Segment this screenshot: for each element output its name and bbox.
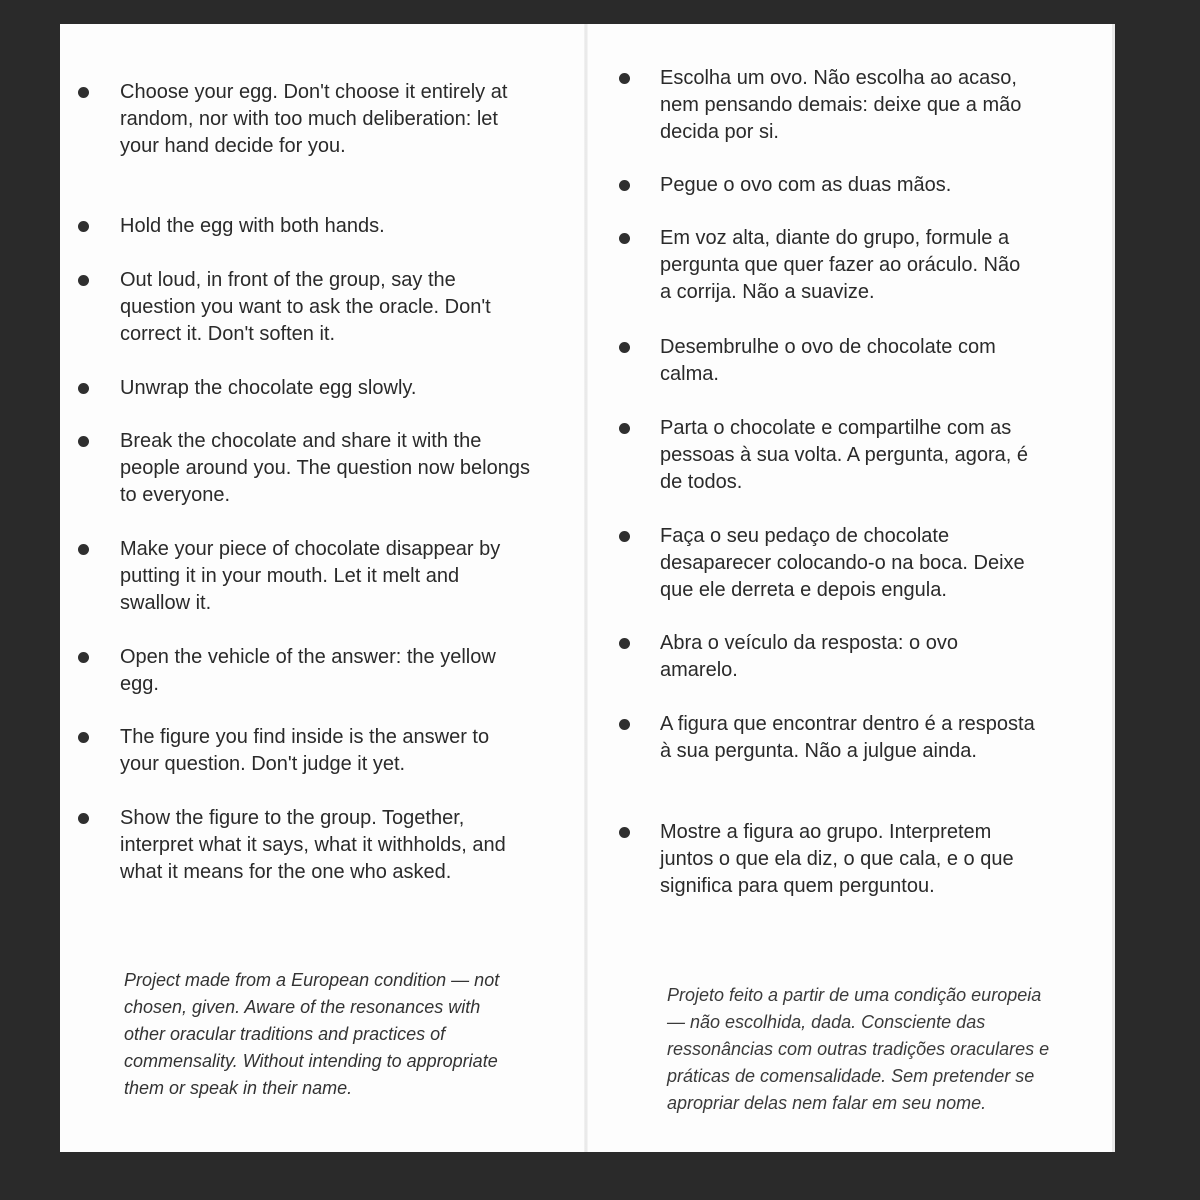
instruction-text: Pegue o ovo com as duas mãos.: [660, 174, 952, 196]
instruction-text: Break the chocolate and share it with the people around you. The question now belongs to everyone.: [120, 430, 530, 506]
instruction-text: Parta o chocolate e compartilhe com as pessoas à sua volta. A pergunta, agora, é de todos.: [660, 417, 1029, 493]
instruction-item: [615, 819, 1035, 900]
bullet-icon: [78, 221, 89, 232]
instruction-text: Open the vehicle of the answer: the yellow egg.: [120, 646, 496, 695]
bullet-icon: [619, 719, 630, 730]
instruction-text: Choose your egg. Don't choose it entirely at random, nor with too much deliberation: let your hand decide for you.: [120, 81, 508, 157]
instruction-text: A figura que encontrar dentro é a resposta à sua pergunta. Não a julgue ainda.: [660, 713, 1035, 762]
instruction-text: The figure you find inside is the answer to your question. Don't judge it yet.: [120, 726, 490, 775]
instruction-text: Abra o veículo da resposta: o ovo amarelo.: [660, 632, 958, 681]
instruction-item: [615, 415, 1035, 496]
instruction-text: Out loud, in front of the group, say the question you want to ask the oracle. Don't correct it. Don't soften it.: [120, 269, 491, 345]
bullet-icon: [619, 180, 630, 191]
bullet-icon: [78, 544, 89, 555]
instruction-item: [72, 375, 532, 402]
instruction-text: Escolha um ovo. Não escolha ao acaso, nem pensando demais: deixe que a mão decida por si.: [660, 67, 1022, 143]
instruction-item: [615, 523, 1035, 604]
bullet-icon: [619, 233, 630, 244]
instruction-item: [615, 172, 1035, 199]
bullet-icon: [78, 732, 89, 743]
instruction-item: [72, 267, 532, 348]
bullet-icon: [78, 652, 89, 663]
center-fold: [584, 24, 588, 1152]
disclaimer-note: Projeto feito a partir de uma condição europeia — não escolhida, dada. Consciente das ressonâncias com outras tradições oraculares e práticas de comensalidade. Sem pretender se apropriar delas nem falar em seu nome.: [667, 985, 1050, 1113]
instruction-text: Faça o seu pedaço de chocolate desaparecer colocando-o na boca. Deixe que ele derreta e depois engula.: [660, 525, 1025, 601]
instruction-text: Show the figure to the group. Together, interpret what it says, what it withholds, and what it means for the one who asked.: [120, 807, 506, 883]
page-edge: [1112, 24, 1115, 1152]
bullet-icon: [78, 383, 89, 394]
instruction-text: Unwrap the chocolate egg slowly.: [120, 377, 417, 399]
instruction-item: [615, 225, 1035, 306]
disclaimer-note: Project made from a European condition — not chosen, given. Aware of the resonances with other oracular traditions and practices of commensality. Without intending to appropriate them or speak in their name.: [124, 970, 500, 1098]
instruction-item: [72, 213, 532, 240]
bullet-icon: [619, 531, 630, 542]
instruction-item: [615, 711, 1035, 765]
bullet-icon: [78, 275, 89, 286]
instruction-text: Mostre a figura ao grupo. Interpretem juntos o que ela diz, o que cala, e o que significa para quem perguntou.: [660, 821, 1014, 897]
instruction-item: [72, 536, 532, 617]
instruction-item: [72, 805, 532, 886]
bullet-icon: [619, 827, 630, 838]
instruction-item: [72, 644, 532, 698]
instruction-text: Hold the egg with both hands.: [120, 215, 385, 237]
bullet-icon: [78, 87, 89, 98]
instruction-text: Make your piece of chocolate disappear by putting it in your mouth. Let it melt and swallow it.: [120, 538, 501, 614]
instruction-text: Em voz alta, diante do grupo, formule a pergunta que quer fazer ao oráculo. Não a corrija. Não a suavize.: [660, 227, 1021, 303]
instruction-item: [72, 428, 532, 509]
instruction-item: [72, 724, 532, 778]
bullet-icon: [619, 638, 630, 649]
bullet-icon: [78, 813, 89, 824]
instruction-item: [615, 630, 1035, 684]
instruction-item: [615, 65, 1035, 146]
instruction-text: Desembrulhe o ovo de chocolate com calma.: [660, 336, 996, 385]
instruction-item: [615, 334, 1035, 388]
bullet-icon: [619, 423, 630, 434]
folded-leaflet: [60, 24, 1115, 1152]
bullet-icon: [619, 73, 630, 84]
bullet-icon: [78, 436, 89, 447]
bullet-icon: [619, 342, 630, 353]
instruction-item: [72, 79, 532, 160]
